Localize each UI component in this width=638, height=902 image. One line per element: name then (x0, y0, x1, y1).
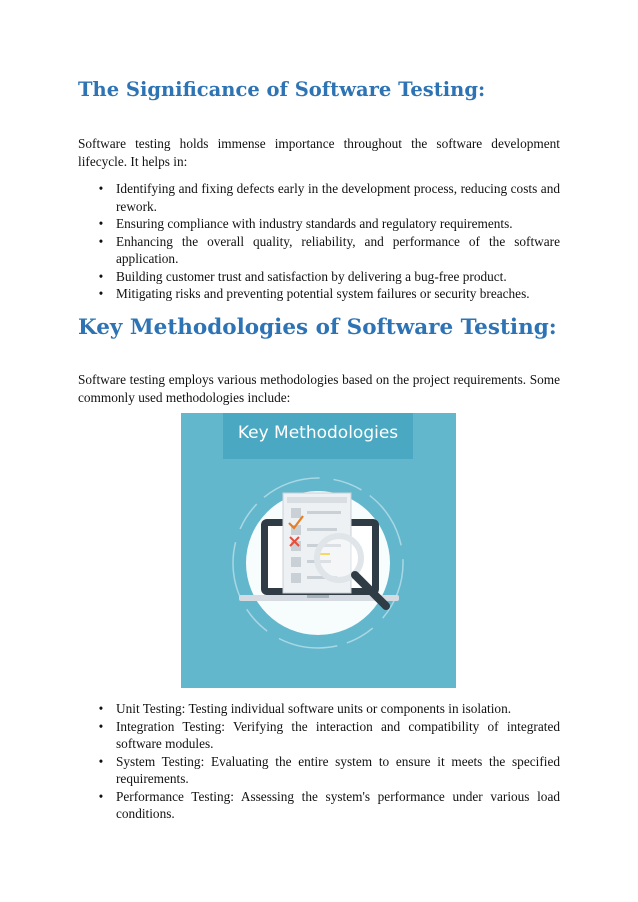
bullet-icon: • (98, 718, 104, 734)
list-item (78, 268, 560, 286)
bullet-icon: • (98, 753, 104, 769)
significance-bullet-list (78, 180, 560, 303)
bullet-icon: • (98, 788, 104, 804)
list-item (78, 233, 560, 268)
figure-title: Key Methodologies (223, 413, 413, 459)
bullet-icon: • (98, 233, 104, 249)
list-item-text: Integration Testing: Verifying the interaction and compatibility of integrated software modules. (116, 718, 560, 751)
key-methodologies-figure (181, 413, 456, 688)
list-item (78, 285, 560, 303)
section-heading-significance: The Significance of Software Testing: (78, 78, 486, 101)
list-item-text: Ensuring compliance with industry standards and regulatory requirements. (116, 216, 513, 231)
section-intro-paragraph: Software testing holds immense importance throughout the software development lifecycle. It helps in: (78, 136, 560, 169)
list-item-text: Identifying and fixing defects early in the development process, reducing costs and rework. (116, 181, 560, 214)
list-item-text: Unit Testing: Testing individual software units or components in isolation. (116, 701, 512, 716)
list-item (78, 700, 560, 718)
bullet-icon: • (98, 216, 104, 231)
list-item (78, 180, 560, 215)
list-item (78, 718, 560, 753)
list-item-text: Mitigating risks and preventing potential system failures or security breaches. (116, 286, 530, 301)
bullet-icon: • (98, 701, 104, 716)
methodologies-bullet-list (78, 700, 560, 823)
bullet-icon: • (98, 286, 104, 301)
section-intro-paragraph: Software testing employs various methodologies based on the project requirements. Some commonly used methodologies include: (78, 372, 560, 405)
list-item-text: Building customer trust and satisfaction by delivering a bug-free product. (116, 268, 507, 284)
list-item (78, 215, 560, 233)
list-item-text: System Testing: Evaluating the entire system to ensure it meets the specified requirements. (116, 753, 560, 786)
list-item (78, 788, 560, 823)
list-item-text: Enhancing the overall quality, reliability, and performance of the software application. (116, 233, 560, 266)
list-item-text: Performance Testing: Assessing the system's performance under various load conditions. (116, 788, 560, 821)
bullet-icon: • (98, 181, 104, 196)
section-heading-methodologies: Key Methodologies of Software Testing: (78, 315, 557, 340)
bullet-icon: • (98, 268, 104, 284)
list-item (78, 753, 560, 788)
